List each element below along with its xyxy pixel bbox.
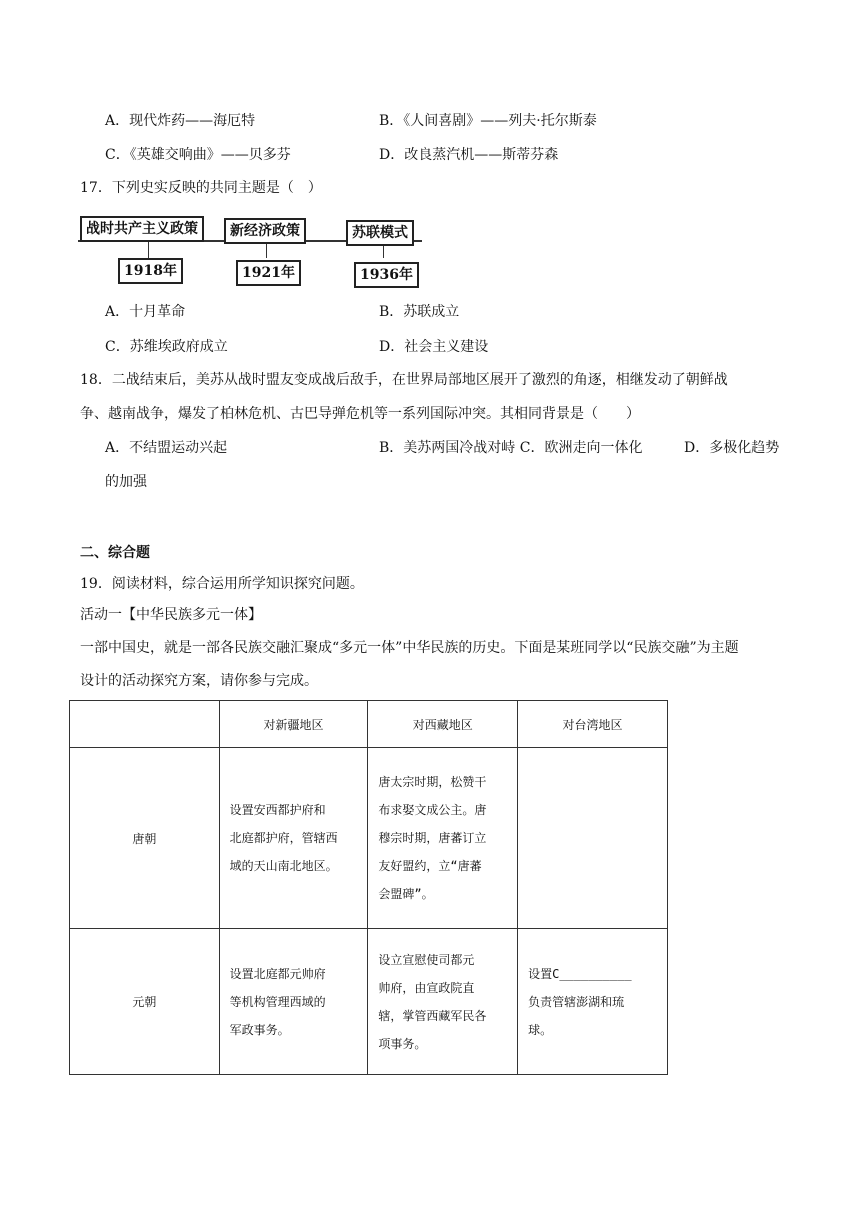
cell-line: 友好盟约，立“唐蕃 (378, 859, 482, 873)
table-cell-xizang (368, 748, 518, 929)
table-cell-taiwan (518, 748, 668, 929)
timeline-label-war-communism: 战时共产主义政策 (80, 216, 204, 242)
intro-line2: 设计的活动探究方案，请你参与完成。 (80, 673, 318, 689)
cell-line: 会盟碑”。 (378, 887, 434, 901)
table-header-row (70, 701, 668, 748)
timeline-year-1918: 1918年 (118, 258, 183, 284)
cell-line: 北庭都护府，管辖西 (229, 831, 338, 845)
cell-line: 帅府，由宣政院直 (378, 980, 475, 995)
q18-option-d: D．多极化趋势 (684, 440, 780, 456)
section-heading: 二、综合题 (80, 545, 150, 561)
q17-option-a: A．十月革命 (105, 304, 186, 320)
table-cell-taiwan (518, 929, 668, 1075)
table-row (70, 748, 668, 929)
q16-option-a: A．现代炸药——海厄特 (105, 113, 256, 129)
table-cell-xinjiang (219, 748, 368, 929)
q16-option-c: C．《英雄交响曲》——贝多芬 (105, 147, 291, 163)
cell-line: 辖，掌管西藏军民各 (378, 1008, 487, 1023)
q16-option-b: B．《人间喜剧》——列夫·托尔斯泰 (379, 113, 597, 129)
ethnic-policy-table (69, 700, 668, 1075)
dynasty-cell: 唐朝 (70, 748, 220, 929)
activity-title: 活动一【中华民族多元一体】 (80, 607, 262, 623)
table-cell-xinjiang (219, 929, 368, 1075)
timeline-year-1921: 1921年 (236, 260, 301, 286)
cell-line: 域的天山南北地区。 (229, 859, 338, 873)
q18-option-d-cont: 的加强 (105, 474, 147, 490)
timeline-label-soviet-model: 苏联模式 (346, 220, 414, 246)
cell-line: 军政事务。 (229, 1022, 290, 1037)
intro-line1: 一部中国史，就是一部各民族交融汇聚成“多元一体”中华民族的历史。下面是某班同学以“民族交融”为主题 (80, 640, 739, 656)
q17-option-d: D．社会主义建设 (379, 339, 489, 355)
cell-line: 设立宣慰使司都元 (378, 952, 475, 967)
cell-line: 负责管辖澎湖和琉 (528, 994, 625, 1009)
q19-stem: 19．阅读材料，综合运用所学知识探究问题。 (80, 576, 364, 592)
q17-option-b: B．苏联成立 (379, 304, 460, 320)
cell-line: 球。 (528, 1022, 553, 1037)
q17-stem: 17．下列史实反映的共同主题是（ ） (80, 180, 322, 196)
timeline-connector (148, 240, 149, 258)
q17-timeline-figure (78, 206, 424, 290)
q18-option-a: A．不结盟运动兴起 (105, 440, 228, 456)
q18-option-bc: B．美苏两国冷战对峙 C．欧洲走向一体化 (379, 440, 643, 456)
cell-line: 设置C__________ (528, 966, 632, 981)
table-row (70, 929, 668, 1075)
cell-line: 设置北庭都元帅府 (229, 966, 326, 981)
table-header-cell (70, 701, 220, 748)
cell-line: 唐太宗时期，松赞干 (378, 775, 487, 789)
q18-stem-line1: 18．二战结束后，美苏从战时盟友变成战后敌手，在世界局部地区展开了激烈的角逐，相继发动了朝鲜战 (80, 372, 728, 388)
table-cell-xizang (368, 929, 518, 1075)
cell-line: 布求娶文成公主。唐 (378, 803, 487, 817)
q17-option-c: C．苏维埃政府成立 (105, 339, 228, 355)
timeline-label-nep: 新经济政策 (224, 218, 306, 244)
q18-stem-line2: 争、越南战争，爆发了柏林危机、古巴导弹危机等一系列国际冲突。其相同背景是（ ） (80, 406, 640, 422)
dynasty-cell: 元朝 (70, 929, 220, 1075)
q16-option-d: D．改良蒸汽机——斯蒂芬森 (379, 147, 559, 163)
table-header-cell: 对台湾地区 (518, 701, 668, 748)
cell-line: 穆宗时期，唐蕃订立 (378, 831, 487, 845)
cell-line: 等机构管理西域的 (229, 994, 326, 1009)
cell-line: 设置安西都护府和 (229, 803, 326, 817)
table-header-cell: 对新疆地区 (219, 701, 368, 748)
table-header-cell: 对西藏地区 (368, 701, 518, 748)
cell-line: 项事务。 (378, 1036, 427, 1051)
timeline-year-1936: 1936年 (354, 262, 419, 288)
